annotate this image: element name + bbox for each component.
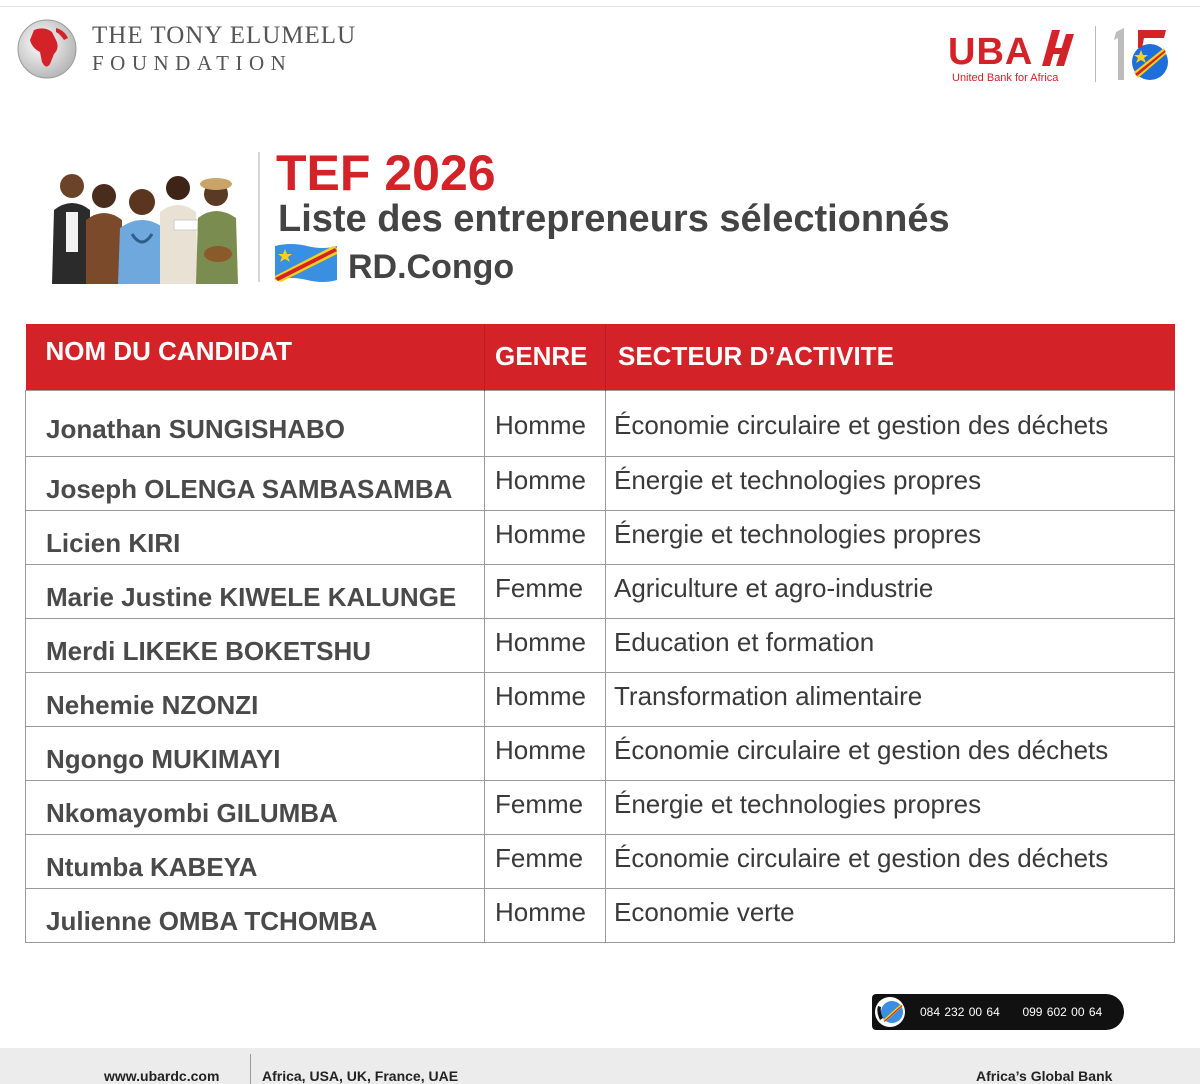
candidate-sector: Education et formation bbox=[606, 618, 1175, 672]
table-row bbox=[26, 726, 1175, 780]
candidate-genre: Femme bbox=[485, 780, 606, 834]
title-divider bbox=[258, 152, 260, 282]
page-title: TEF 2026 bbox=[276, 145, 496, 201]
candidate-sector: Économie circulaire et gestion des déchets bbox=[606, 726, 1175, 780]
footer-website: www.ubardc.com bbox=[104, 1068, 220, 1084]
phone-number-2: 099 602 00 64 bbox=[1022, 1005, 1103, 1019]
country-label: RD.Congo bbox=[348, 248, 515, 286]
candidate-sector: Économie circulaire et gestion des déchets bbox=[606, 834, 1175, 888]
candidate-genre: Homme bbox=[485, 726, 606, 780]
candidate-name: Joseph OLENGA SAMBASAMBA bbox=[26, 456, 485, 510]
entrepreneurs-photo bbox=[46, 150, 240, 284]
phone-number-1: 084 232 00 64 bbox=[920, 1005, 1000, 1019]
foundation-name-line1: THE TONY ELUMELU bbox=[92, 22, 357, 49]
uba-subtitle: United Bank for Africa bbox=[952, 72, 1059, 84]
table-row bbox=[26, 834, 1175, 888]
candidate-genre: Homme bbox=[485, 888, 606, 942]
candidate-name: Ngongo MUKIMAYI bbox=[26, 726, 485, 780]
candidate-sector: Transformation alimentaire bbox=[606, 672, 1175, 726]
candidate-genre: Femme bbox=[485, 564, 606, 618]
table-header-row bbox=[26, 324, 1175, 390]
phone-numbers bbox=[920, 1005, 1102, 1019]
candidate-genre: Homme bbox=[485, 456, 606, 510]
candidates-table bbox=[25, 324, 1175, 943]
uba-wordmark: UBA bbox=[948, 31, 1034, 73]
table-row bbox=[26, 888, 1175, 942]
candidate-name: Nkomayombi GILUMBA bbox=[26, 780, 485, 834]
tef-logo bbox=[16, 18, 356, 80]
candidate-name: Nehemie NZONZI bbox=[26, 672, 485, 726]
footer bbox=[0, 1048, 1200, 1084]
candidate-genre: Homme bbox=[485, 672, 606, 726]
column-header-genre: GENRE bbox=[485, 324, 606, 390]
contact-phone-bar bbox=[872, 994, 1124, 1030]
candidate-sector: Agriculture et agro-industrie bbox=[606, 564, 1175, 618]
anniversary-15-icon bbox=[1108, 24, 1172, 86]
footer-divider bbox=[250, 1054, 251, 1084]
table-row bbox=[26, 780, 1175, 834]
table-row bbox=[26, 564, 1175, 618]
drc-flag-icon bbox=[273, 242, 339, 284]
uba-logo bbox=[948, 22, 1178, 88]
globe-icon bbox=[16, 18, 78, 80]
footer-locations: Africa, USA, UK, France, UAE bbox=[262, 1068, 459, 1084]
candidate-sector: Économie circulaire et gestion des déchets bbox=[606, 390, 1175, 456]
candidate-genre: Homme bbox=[485, 390, 606, 456]
candidate-genre: Homme bbox=[485, 510, 606, 564]
page-subtitle: Liste des entrepreneurs sélectionnés bbox=[278, 198, 950, 240]
candidate-sector: Énergie et technologies propres bbox=[606, 456, 1175, 510]
phone-icon bbox=[872, 994, 912, 1030]
column-header-sector: SECTEUR D’ACTIVITE bbox=[606, 324, 1175, 390]
candidate-name: Jonathan SUNGISHABO bbox=[26, 390, 485, 456]
footer-tagline: Africa’s Global Bank bbox=[976, 1068, 1113, 1084]
candidate-sector: Énergie et technologies propres bbox=[606, 780, 1175, 834]
candidate-sector: Énergie et technologies propres bbox=[606, 510, 1175, 564]
candidate-sector: Economie verte bbox=[606, 888, 1175, 942]
table-row bbox=[26, 390, 1175, 456]
candidate-name: Merdi LIKEKE BOKETSHU bbox=[26, 618, 485, 672]
candidate-name: Licien KIRI bbox=[26, 510, 485, 564]
logo-divider bbox=[1095, 26, 1096, 82]
candidate-name: Julienne OMBA TCHOMBA bbox=[26, 888, 485, 942]
foundation-name-line2: FOUNDATION bbox=[92, 51, 293, 75]
uba-mark-icon bbox=[1038, 26, 1078, 70]
candidate-genre: Homme bbox=[485, 618, 606, 672]
column-header-name: NOM DU CANDIDAT bbox=[26, 324, 485, 390]
candidate-name: Ntumba KABEYA bbox=[26, 834, 485, 888]
table-row bbox=[26, 456, 1175, 510]
table-row bbox=[26, 510, 1175, 564]
table-row bbox=[26, 672, 1175, 726]
candidate-name: Marie Justine KIWELE KALUNGE bbox=[26, 564, 485, 618]
candidate-genre: Femme bbox=[485, 834, 606, 888]
table-row bbox=[26, 618, 1175, 672]
top-rule bbox=[0, 6, 1200, 7]
